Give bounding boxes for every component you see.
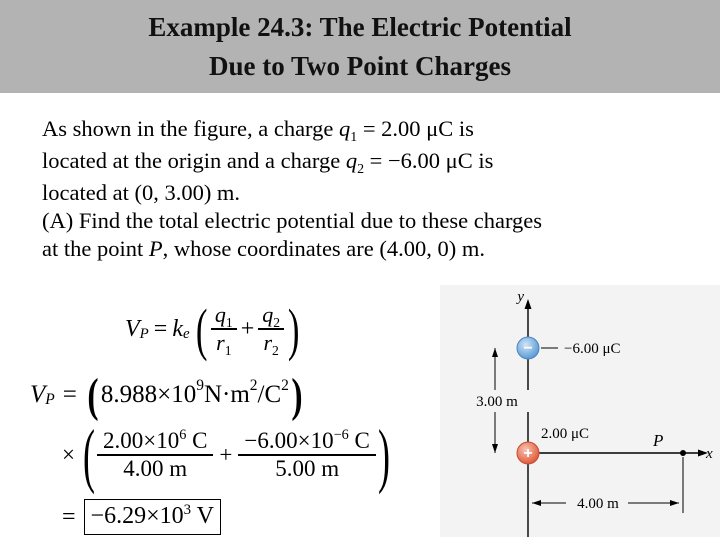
result-box xyxy=(84,499,221,535)
paren-open: ( xyxy=(195,296,208,362)
denominator-value: 5.00 m xyxy=(275,456,340,481)
point-p-label: P xyxy=(653,431,664,450)
constant-exponent: 9 xyxy=(196,376,204,394)
title-bar xyxy=(0,0,720,93)
eq-equals: = xyxy=(62,503,76,530)
unit-exponent: 2 xyxy=(281,376,289,394)
result-unit: V xyxy=(191,503,214,529)
eq-subscript: P xyxy=(45,391,55,409)
fraction-q2-r2 xyxy=(258,302,284,356)
problem-text: = 2.00 μC is xyxy=(357,116,474,141)
problem-text: = −6.00 μC is xyxy=(364,148,494,173)
equation-coulomb-constant xyxy=(30,368,305,422)
y-axis-label: y xyxy=(517,289,524,305)
numerator-exponent: −6 xyxy=(333,427,349,444)
numerator-exponent: 6 xyxy=(179,427,187,444)
problem-text: As shown in the figure, a charge xyxy=(42,116,340,141)
title-line-2: Due to Two Point Charges xyxy=(209,51,511,81)
problem-line-3: located at (0, 3.00) m. xyxy=(42,180,241,205)
eq-equals: = xyxy=(153,315,168,342)
title-line-1: Example 24.3: The Electric Potential xyxy=(148,12,572,42)
problem-line-4: (A) Find the total electric potential due to these charges xyxy=(42,208,543,233)
problem-line-1 xyxy=(42,115,702,147)
problem-text: located at the origin and a charge xyxy=(42,148,346,173)
eq-symbol: k xyxy=(172,315,183,342)
eq-equals: = xyxy=(62,381,77,408)
charge-symbol: q xyxy=(339,116,351,141)
problem-text: at the point xyxy=(42,236,149,261)
eq-subscript: 2 xyxy=(273,314,281,330)
bottom-charge-label: 2.00 μC xyxy=(541,426,590,442)
problem-statement xyxy=(42,115,702,263)
negative-sign: − xyxy=(523,340,533,357)
constant-unit: /C xyxy=(257,381,282,408)
point-symbol: P xyxy=(148,236,163,261)
paren-close: ) xyxy=(377,414,390,495)
numerator-value: −6.00×10 xyxy=(244,428,334,453)
problem-text: , whose coordinates are (4.00, 0) m. xyxy=(162,236,486,261)
paren-open: ( xyxy=(82,414,95,495)
fraction-q1-over-r1 xyxy=(97,428,213,482)
eq-symbol: V xyxy=(30,381,46,408)
result-value: −6.29×10 xyxy=(90,503,184,529)
result-exponent: 3 xyxy=(183,502,192,519)
fraction-q2-over-r2 xyxy=(238,428,375,482)
problem-line-5 xyxy=(42,235,702,263)
fraction-q1-r1 xyxy=(211,302,237,356)
eq-subscript: 2 xyxy=(272,342,279,358)
eq-symbol: r xyxy=(263,330,273,355)
denominator-value: 4.00 m xyxy=(123,456,188,481)
point-p-marker xyxy=(680,450,686,456)
charge-subscript: 1 xyxy=(350,129,358,145)
charge-symbol: q xyxy=(345,148,358,173)
horizontal-distance-label: 4.00 m xyxy=(577,496,619,512)
paren-close: ) xyxy=(291,368,303,422)
problem-line-2 xyxy=(42,147,702,179)
eq-plus: + xyxy=(240,315,255,342)
eq-symbol: V xyxy=(125,315,140,342)
equation-substitution xyxy=(62,414,392,495)
eq-subscript: 1 xyxy=(225,314,233,330)
eq-subscript: e xyxy=(182,325,190,342)
eq-subscript: 1 xyxy=(224,342,232,358)
eq-plus: + xyxy=(219,442,233,467)
paren-close: ) xyxy=(287,296,300,362)
vertical-distance-label: 3.00 m xyxy=(476,394,518,410)
constant-unit: N·m xyxy=(203,381,250,408)
numerator-unit: C xyxy=(186,428,208,453)
eq-subscript: P xyxy=(139,325,149,342)
x-axis-label: x xyxy=(706,446,713,462)
numerator-unit: C xyxy=(348,428,370,453)
constant-value: 8.988×10 xyxy=(100,381,197,408)
numerator-value: 2.00×10 xyxy=(102,428,180,453)
eq-symbol: q xyxy=(214,302,226,327)
eq-times: × xyxy=(62,442,75,467)
unit-exponent: 2 xyxy=(249,376,258,394)
charge-subscript: 2 xyxy=(357,161,365,177)
eq-symbol: q xyxy=(262,302,274,327)
equation-potential-formula xyxy=(125,296,303,362)
top-charge-label: −6.00 μC xyxy=(564,341,621,357)
paren-open: ( xyxy=(87,368,99,422)
equation-result xyxy=(62,500,221,534)
charge-figure xyxy=(440,285,720,537)
positive-sign: + xyxy=(523,445,533,462)
eq-symbol: r xyxy=(216,330,225,355)
